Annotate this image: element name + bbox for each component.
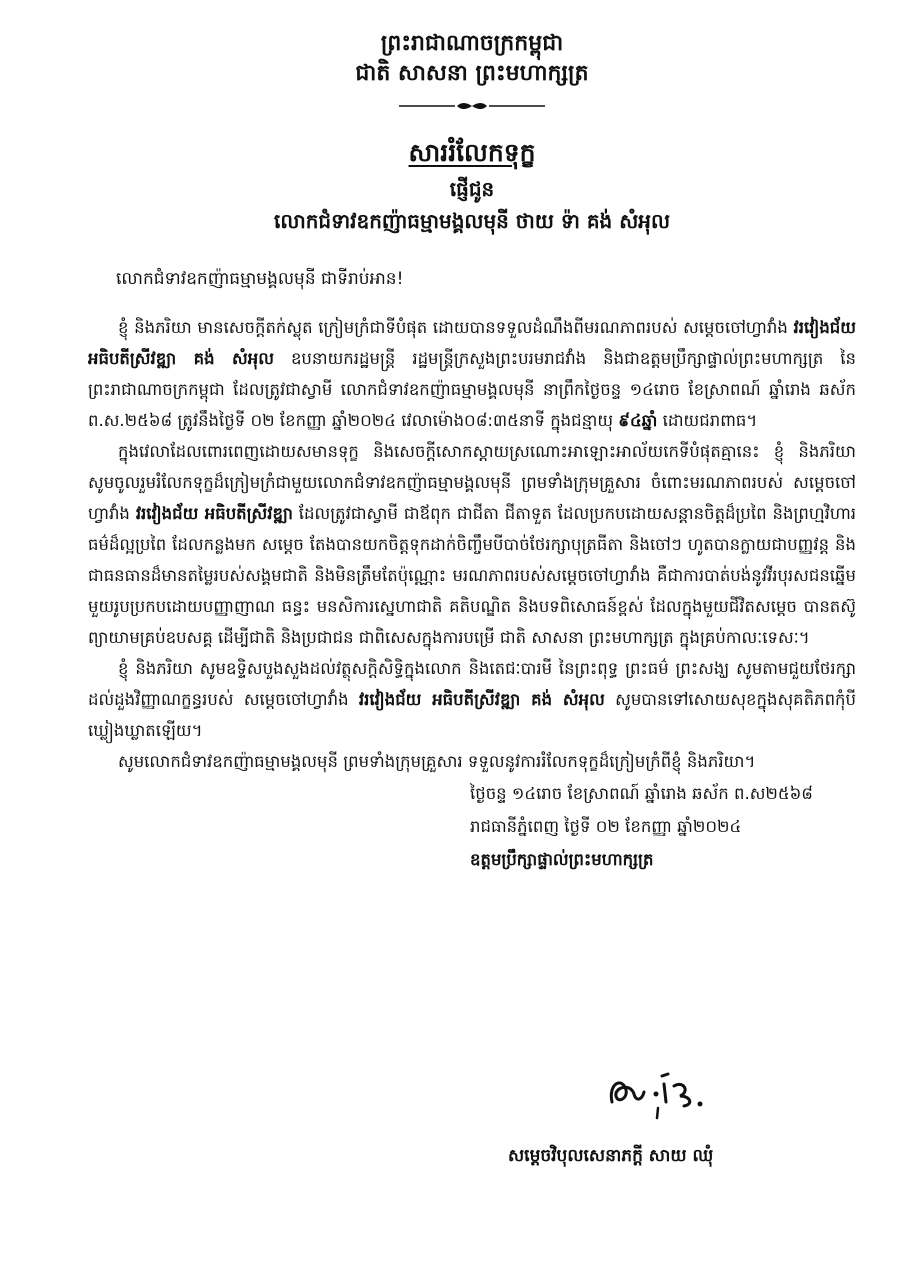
lunar-date: ថ្ងៃចន្ទ ១៤រោច ខែស្រាពណ៍ ឆ្នាំរោង ឆស័ក ព.ស២៥៦៨ <box>470 784 813 803</box>
letter-recipient: លោកជំទាវឧកញ៉ាធម្មាមង្គលមុនី ថាយ ទ៉ា គង់ សំអុល <box>273 209 670 233</box>
salutation: លោកជំទាវឧកញ៉ាធម្មាមង្គលមុនី ជាទីរាប់អាន! <box>116 269 404 289</box>
sender-position: ឧត្តមប្រឹក្សាផ្ទាល់ព្រះមហាក្សត្រ <box>470 850 654 869</box>
letter-subtitle: ផ្ញើជូន <box>449 177 495 201</box>
national-motto: ជាតិ សាសនា ព្រះមហាក្សត្រ <box>355 60 589 86</box>
closing-sentence: សូមលោកជំទាវឧកញ៉ាធម្មាមង្គលមុនី ព្រមទាំងក្រុមគ្រួសារ ទទួលនូវការរំលែកទុក្ខដ៏ក្រៀមក្រំពីខ្ញុំ និងភរិយា។ <box>118 752 756 771</box>
handwritten-signature <box>604 1062 714 1122</box>
place-and-date: រាជធានីភ្នំពេញ ថ្ងៃទី ០២ ខែកញ្ញា ឆ្នាំ២០២៤ <box>470 817 742 836</box>
letter-title: សាររំលែកទុក្ខ <box>408 138 536 167</box>
body-paragraph-3: ខ្ញុំ និងភរិយា សូមឧទ្ទិសបួងសួងដល់វត្ថុសក្តិសិទ្ធិក្នុងលោក និងតេជៈបារមី នៃព្រះពុទ្ធ ព្រះធម៌ ព្រះសង្ឃ សូមតាមជួយថែរក្សាដល់ដួងវិញ្ញាណក្ខន្ធរបស់ សម្តេចចៅហ្វាវាំង វរវៀងជ័យ អធិបតីស្រីវឌ្ឍា គង់ សំអុល សូមបានទៅសោយសុខក្នុងសុគតិភពកុំបីឃ្លៀងឃ្លាតឡើយ។ <box>88 659 857 740</box>
body-paragraph-2: ក្នុងវេលាដែលពោរពេញដោយសមានទុក្ខ និងសេចក្តីសោកស្តាយស្រណោះអាឡោះអាល័យកេទីបំផុតគ្មានេះ ខ្ញុំ និងភរិយា សូមចូលរួមរំលែកទុក្ខដ៏ក្រៀមក្រំជាមួយលោកជំទាវឧកញ៉ាធម្មាមង្គលមុនី ព្រមទាំងក្រុមគ្រួសារ ចំពោះមរណភាពរបស់ សម្តេចចៅហ្វាវាំង វរវៀងជ័យ អធិបតីស្រីវឌ្ឍា ដែលត្រូវជាស្វាមី ជាឪពុក ជាជីតា ជីតាទួត ដែលប្រកបដោយសន្តានចិត្តដ៏ប្រពៃ និងព្រហ្មវិហារធម៌ដ៏ល្អប្រពៃ ដែលកន្លងមក សម្តេច តែងបានយកចិត្តទុកដាក់ចិញ្ចឹមបីបាច់ថែរក្សាបុត្រធីតា និងចៅៗ ហូតបានក្លាយជាបញ្ញវន្ត និងជាធនធានដ៏មានតម្លៃរបស់សង្គមជាតិ និងមិនត្រឹមតែប៉ុណ្ណោះ មរណភាពរបស់សម្តេចចៅហ្វាវាំង គឺជាការបាត់បង់នូវវីរបុរសជនឆ្នើមមួយរូបប្រកបដោយបញ្ញាញាណ ធន្ធះ មនសិការស្នេហាជាតិ គតិបណ្ឌិត និងបទពិសោធន៍ខ្ពស់ ដែលក្នុងមួយជីវិតសម្តេច បានតស៊ូព្យាយាមគ្រប់ឧបសគ្គ ដើម្បីជាតិ និងប្រជាជន ជាពិសេសក្នុងការបម្រើ ជាតិ សាសនា ព្រះមហាក្សត្រ ក្នុងគ្រប់កាលៈទេសៈ។ <box>88 442 856 647</box>
sender-name: សម្តេចវិបុលសេនាភក្តី សាយ ឈុំ <box>508 1146 714 1166</box>
ornament-divider-icon <box>397 98 547 114</box>
body-paragraph-1: ខ្ញុំ និងភរិយា មានសេចក្តីតក់ស្លុត ក្រៀមក្រំជាទីបំផុត ដោយបានទទួលដំណឹងពីមរណភាពរបស់ សម្តេចចៅហ្វាវាំង វរវៀងជ័យ អធិបតីស្រីវឌ្ឍា គង់ សំអុល ឧបនាយករដ្ឋមន្ត្រី រដ្ឋមន្ត្រីក្រសួងព្រះបរមរាជវាំង និងជាឧត្តមប្រឹក្សាផ្ទាល់ព្រះមហាក្សត្រ នៃព្រះរាជាណាចក្រកម្ពុជា ដែលត្រូវជាស្វាមី លោកជំទាវឧកញ៉ាធម្មាមង្គលមុនី នាព្រឹកថ្ងៃចន្ទ ១៤រោច ខែស្រាពណ៍ ឆ្នាំរោង ឆស័ក ព.ស.២៥៦៨ ត្រូវនឹងថ្ងៃទី ០២ ខែកញ្ញា ឆ្នាំ២០២៤ វេលាម៉ោង០៨:៣៥នាទី ក្នុងជន្មាយុ ៩៤ឆ្នាំ ដោយជរាពាធ។ <box>88 318 856 430</box>
kingdom-heading: ព្រះរាជាណាចក្រកម្ពុជា <box>380 30 564 56</box>
date-block <box>470 777 856 876</box>
